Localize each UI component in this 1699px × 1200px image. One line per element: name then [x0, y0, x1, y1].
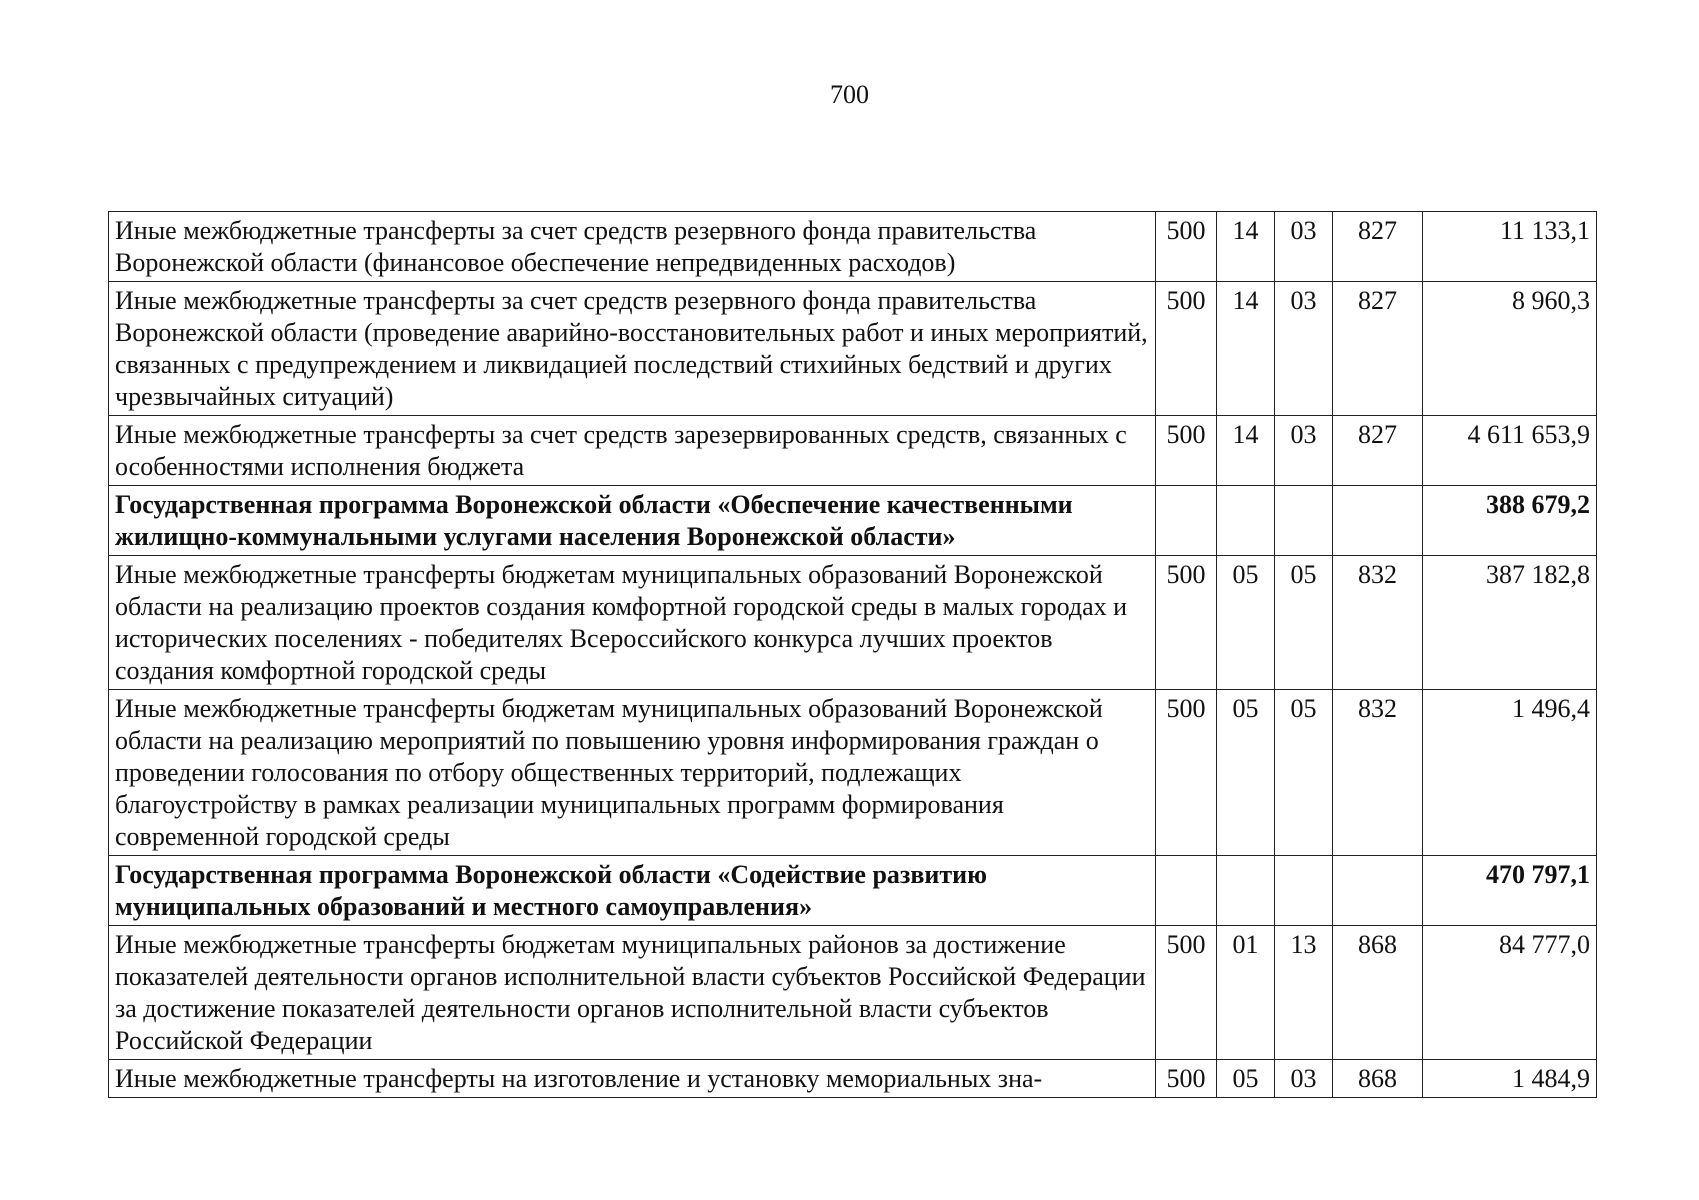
row-code-1 — [1156, 856, 1217, 926]
row-description: Иные межбюджетные трансферты за счет средств зарезервированных средств, связанных с особенностями исполнения бюджета — [109, 416, 1156, 486]
row-description: Иные межбюджетные трансферты на изготовление и установку мемориальных зна- — [109, 1060, 1156, 1098]
row-code-2 — [1217, 856, 1275, 926]
row-description: Иные межбюджетные трансферты за счет средств резервного фонда правительства Воронежской области (финансовое обеспечение непредвиденных расходов) — [109, 212, 1156, 282]
row-amount: 387 182,8 — [1423, 556, 1597, 690]
row-code-3 — [1275, 856, 1333, 926]
row-code-1: 500 — [1156, 282, 1217, 416]
table-row — [109, 690, 1597, 856]
row-code-3: 05 — [1275, 556, 1333, 690]
row-description: Иные межбюджетные трансферты бюджетам муниципальных образований Воронежской области на реализацию мероприятий по повышению уровня информирования граждан о проведении голосования по отбору общественных территорий, подлежащих благоустройству в рамках реализации муниципальных программ формирования современной городской среды — [109, 690, 1156, 856]
row-description: Иные межбюджетные трансферты бюджетам муниципальных образований Воронежской области на реализацию проектов создания комфортной городской среды в малых городах и исторических поселениях - победителях Всероссийского конкурса лучших проектов создания комфортной городской среды — [109, 556, 1156, 690]
table-row — [109, 1060, 1597, 1098]
row-amount: 84 777,0 — [1423, 926, 1597, 1060]
table-row — [109, 416, 1597, 486]
row-code-1: 500 — [1156, 416, 1217, 486]
program-row — [109, 856, 1597, 926]
row-amount: 4 611 653,9 — [1423, 416, 1597, 486]
row-code-4: 832 — [1333, 556, 1423, 690]
row-code-1: 500 — [1156, 556, 1217, 690]
row-amount: 11 133,1 — [1423, 212, 1597, 282]
row-code-1 — [1156, 486, 1217, 556]
row-code-3: 03 — [1275, 416, 1333, 486]
table-row — [109, 212, 1597, 282]
row-description: Иные межбюджетные трансферты бюджетам муниципальных районов за достижение показателей деятельности органов исполнительной власти субъектов Российской Федерации за достижение показателей деятельности органов исполнительной власти субъектов Российской Федерации — [109, 926, 1156, 1060]
row-code-1: 500 — [1156, 926, 1217, 1060]
row-code-2 — [1217, 486, 1275, 556]
table-row — [109, 556, 1597, 690]
row-amount: 1 496,4 — [1423, 690, 1597, 856]
row-code-4: 827 — [1333, 416, 1423, 486]
row-amount: 1 484,9 — [1423, 1060, 1597, 1098]
row-code-2: 01 — [1217, 926, 1275, 1060]
row-code-3: 03 — [1275, 212, 1333, 282]
table-row — [109, 926, 1597, 1060]
table-row — [109, 282, 1597, 416]
row-code-1: 500 — [1156, 212, 1217, 282]
row-code-1: 500 — [1156, 1060, 1217, 1098]
row-code-3 — [1275, 486, 1333, 556]
program-title: Государственная программа Воронежской области «Обеспечение качественными жилищно-коммунальными услугами населения Воронежской области» — [109, 486, 1156, 556]
row-code-2: 05 — [1217, 1060, 1275, 1098]
row-code-2: 14 — [1217, 282, 1275, 416]
row-code-4: 832 — [1333, 690, 1423, 856]
row-code-2: 14 — [1217, 416, 1275, 486]
row-code-4: 827 — [1333, 282, 1423, 416]
program-total: 470 797,1 — [1423, 856, 1597, 926]
row-code-1: 500 — [1156, 690, 1217, 856]
row-code-4: 868 — [1333, 926, 1423, 1060]
budget-table — [108, 211, 1597, 1098]
row-code-4: 827 — [1333, 212, 1423, 282]
row-code-4: 868 — [1333, 1060, 1423, 1098]
row-code-3: 13 — [1275, 926, 1333, 1060]
row-code-2: 05 — [1217, 690, 1275, 856]
row-code-3: 03 — [1275, 282, 1333, 416]
row-code-4 — [1333, 856, 1423, 926]
row-code-3: 03 — [1275, 1060, 1333, 1098]
row-code-3: 05 — [1275, 690, 1333, 856]
row-code-4 — [1333, 486, 1423, 556]
row-description: Иные межбюджетные трансферты за счет средств резервного фонда правительства Воронежской области (проведение аварийно-восстановительных работ и иных мероприятий, связанных с предупреждением и ликвидацией последствий стихийных бедствий и других чрезвычайных ситуаций) — [109, 282, 1156, 416]
program-total: 388 679,2 — [1423, 486, 1597, 556]
program-row — [109, 486, 1597, 556]
row-amount: 8 960,3 — [1423, 282, 1597, 416]
row-code-2: 14 — [1217, 212, 1275, 282]
program-title: Государственная программа Воронежской области «Содействие развитию муниципальных образований и местного самоуправления» — [109, 856, 1156, 926]
row-code-2: 05 — [1217, 556, 1275, 690]
page-number: 700 — [830, 80, 869, 109]
